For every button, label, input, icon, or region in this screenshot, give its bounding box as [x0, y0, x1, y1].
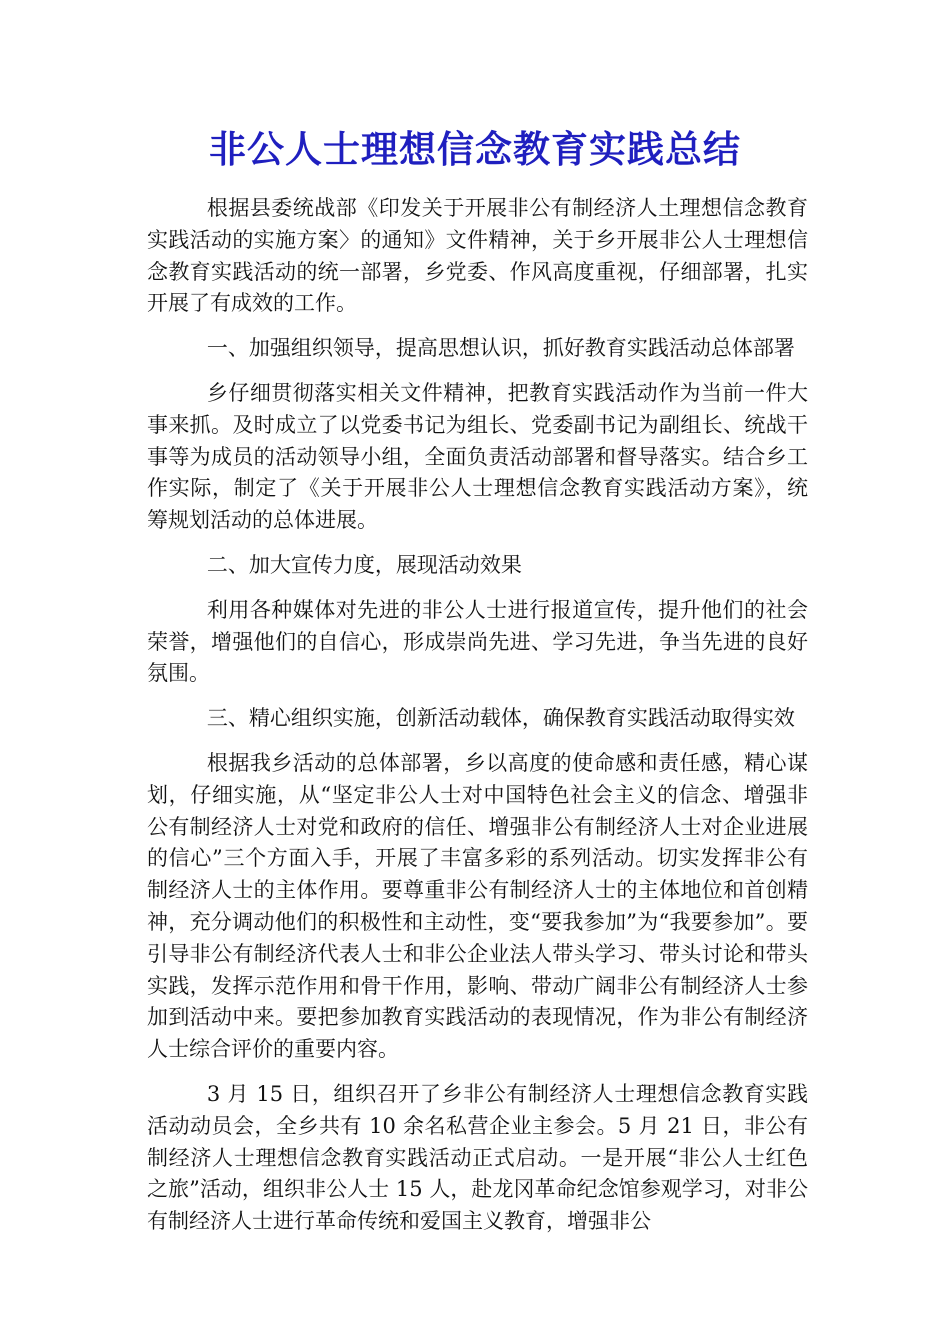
heading-section-two: 二、加大宣传力度，展现活动效果 — [206, 552, 522, 577]
paragraph-activities: 3 月 15 日，组织召开了乡非公有制经济人士理想信念教育实践活动动员会，全乡共有 10 余名私营企业主参会。5 月 21 日，非公有制经济人士理想信念教育实践活动正式启动。一是开展“非公人士红色之旅”活动，组织非公人士 15 人，赴龙冈革命纪念馆参观学习，对非公有制经济人士进行革命传统和爱国主义教育，增强非公 — [147, 1081, 808, 1234]
heading-section-one: 一、加强组织领导，提高思想认识，抓好教育实践活动总体部署 — [206, 336, 795, 361]
paragraph-section-two: 利用各种媒体对先进的非公人士进行报道宣传，提升他们的社会荣誉，增强他们的自信心，形成崇尚先进、学习先进，争当先进的良好氛围。 — [147, 597, 808, 686]
heading-section-three: 三、精心组织实施，创新活动载体，确保教育实践活动取得实效 — [206, 706, 795, 731]
paragraph-section-three: 根据我乡活动的总体部署，乡以高度的使命感和责任感，精心谋划，仔细实施，从“坚定非公人士对中国特色社会主义的信念、增强非公有制经济人士对党和政府的信任、增强非公有制经济人士对企业进展的信心”三个方面入手，开展了丰富多彩的系列活动。切实发挥非公有制经济人士的主体作用。要尊重非公有制经济人士的主体地位和首创精神，充分调动他们的积极性和主动性，变“要我参加”为“我要参加”。要引导非公有制经济代表人士和非公企业法人带头学习、带头讨论和带头实践，发挥示范作用和骨干作用，影响、带动广阔非公有制经济人士参加到活动中来。要把参加教育实践活动的表现情况，作为非公有制经济人士综合评价的重要内容。 — [147, 750, 808, 1062]
paragraph-section-one: 乡仔细贯彻落实相关文件精神，把教育实践活动作为当前一件大事来抓。及时成立了以党委书记为组长、党委副书记为副组长、统战干事等为成员的活动领导小组，全面负责活动部署和督导落实。结合乡工作实际，制定了《关于开展非公人士理想信念教育实践活动方案》，统筹规划活动的总体进展。 — [147, 380, 808, 533]
document-title: 非公人士理想信念教育实践总结 — [209, 127, 741, 171]
paragraph-intro: 根据县委统战部《印发关于开展非公有制经济人土理想信念教育实践活动的实施方案〉的通知》文件精神，关于乡开展非公人士理想信念教育实践活动的统一部署，乡党委、作风高度重视，仔细部署，扎实开展了有成效的工作。 — [147, 196, 808, 316]
document-body — [147, 193, 808, 1251]
